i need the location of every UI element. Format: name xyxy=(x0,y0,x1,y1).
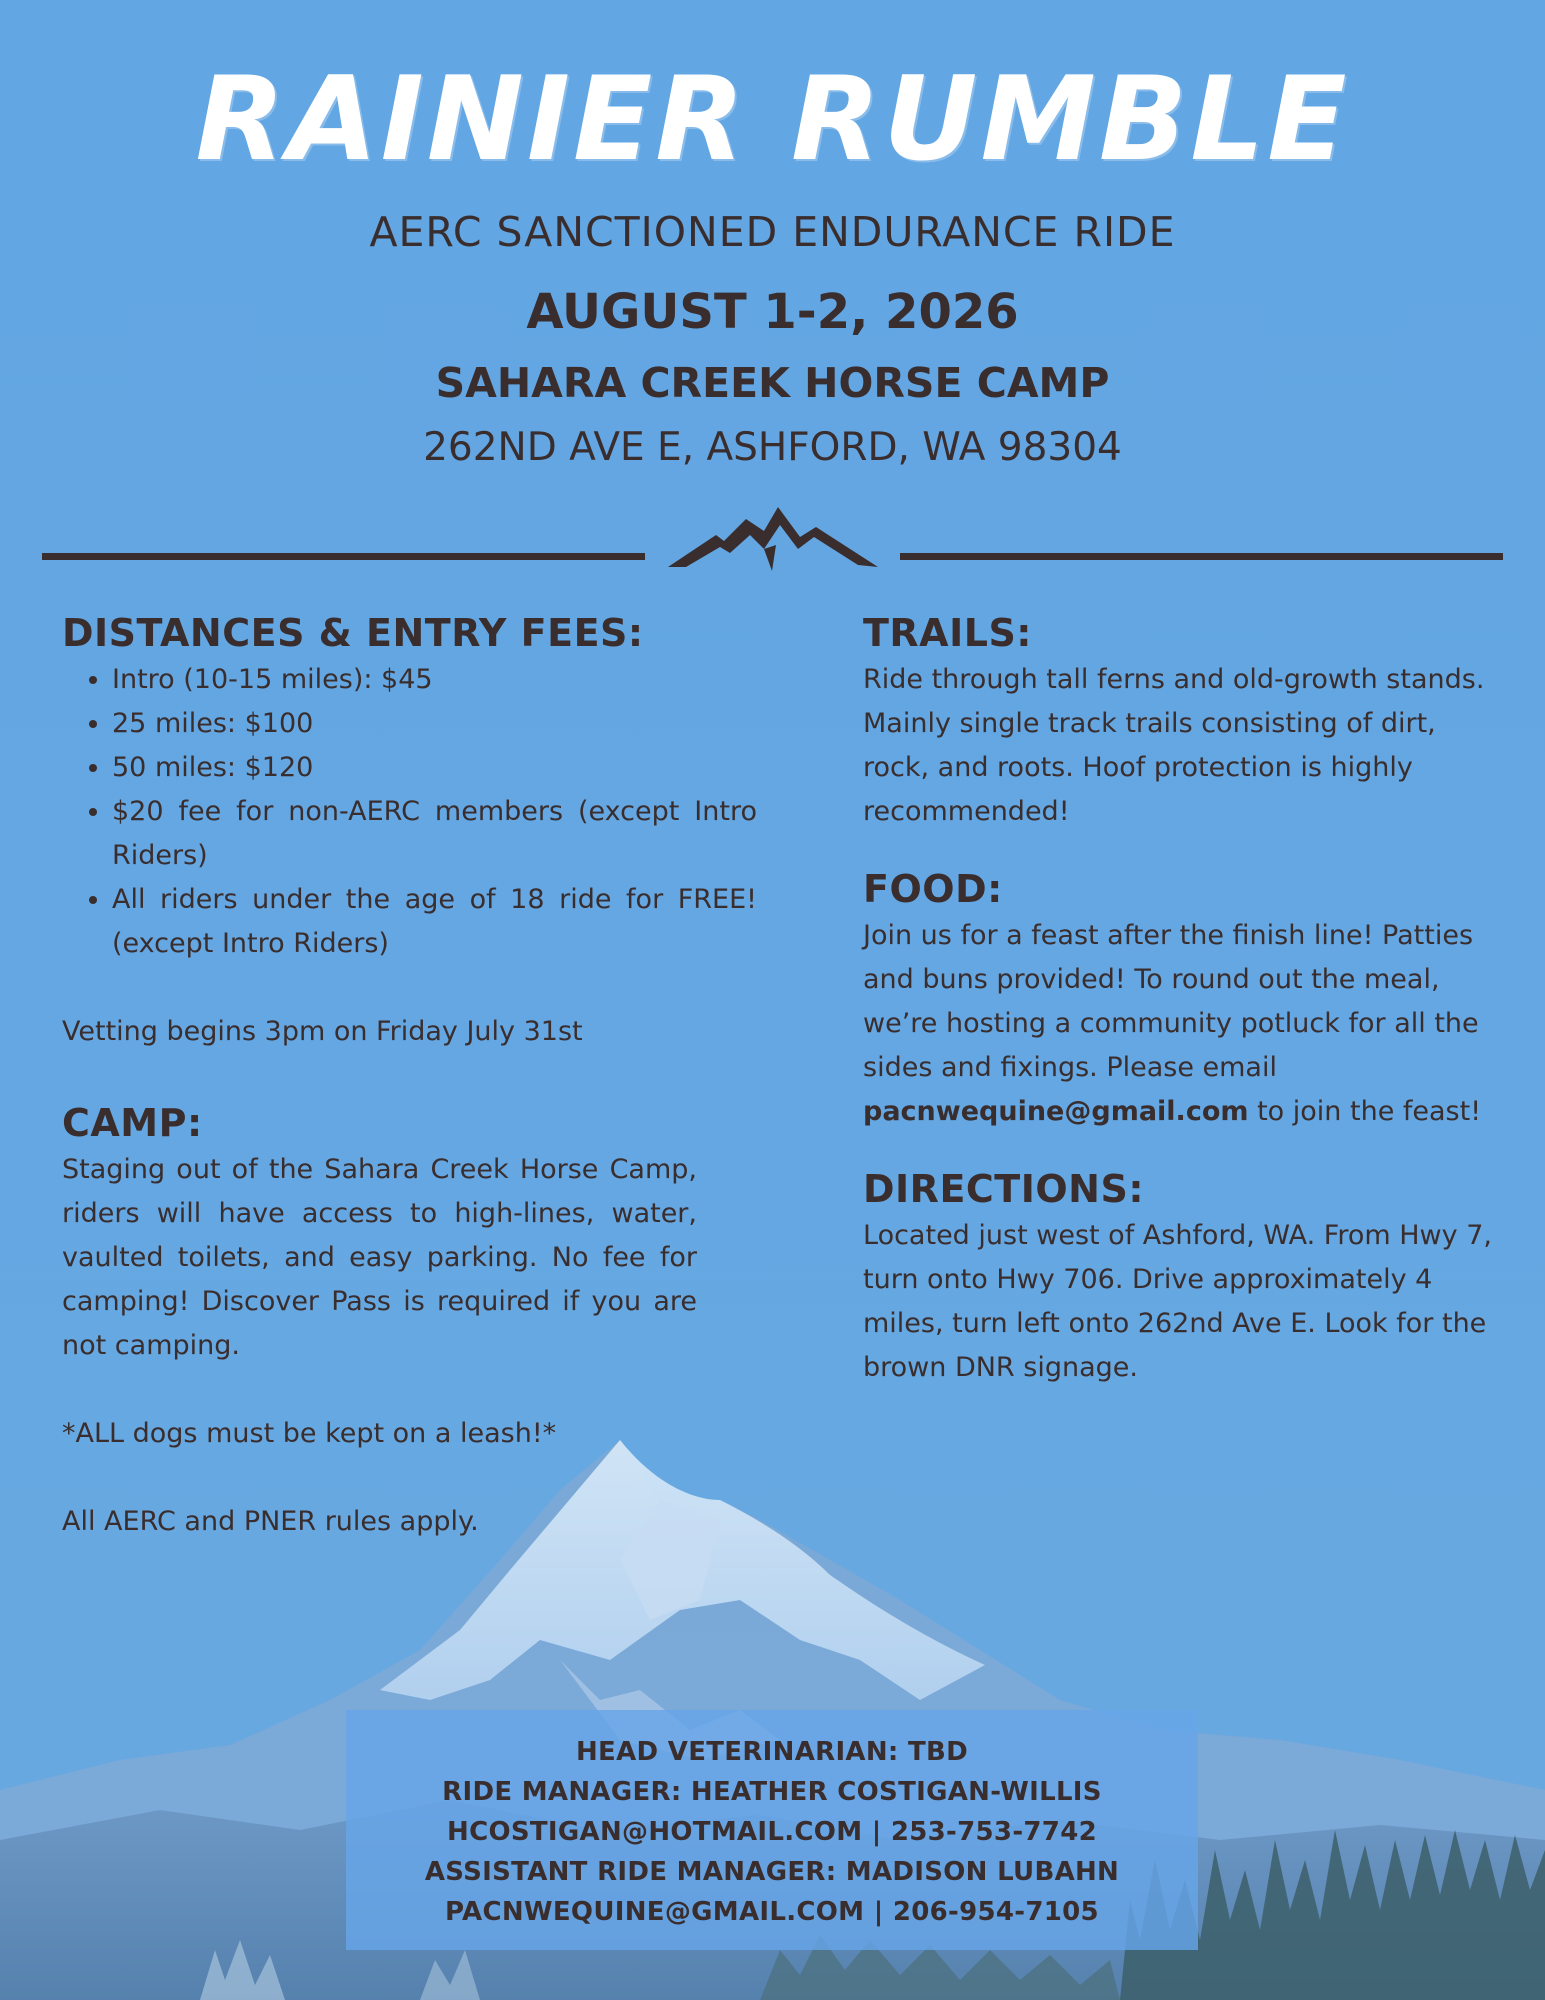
vetting-text: Vetting begins 3pm on Friday July 31st xyxy=(62,1016,583,1047)
trails-text: Ride through tall ferns and old-growth stands. Mainly single track trails consisting of dirt, rock, and roots. Hoof protection is highly recommended! xyxy=(863,664,1485,827)
food-heading: FOOD: xyxy=(863,867,1003,911)
rules-notice: All AERC and PNER rules apply. xyxy=(62,1506,479,1537)
right-column xyxy=(863,608,1493,1390)
distance-item: • 25 miles: $100 xyxy=(112,702,757,746)
contact-box xyxy=(346,1710,1198,1950)
food-text xyxy=(863,914,1493,1134)
event-title: RAINIER RUMBLE xyxy=(195,52,1350,187)
event-venue: SAHARA CREEK HORSE CAMP xyxy=(435,359,1110,407)
ride-manager-contact[interactable]: HCOSTIGAN@HOTMAIL.COM | 253-753-7742 xyxy=(447,1817,1097,1847)
event-date: AUGUST 1-2, 2026 xyxy=(526,284,1019,340)
mountain-divider-icon xyxy=(668,505,878,575)
divider-line-left xyxy=(42,553,645,560)
trails-heading: TRAILS: xyxy=(863,611,1033,655)
ride-manager: RIDE MANAGER: HEATHER COSTIGAN-WILLIS xyxy=(442,1777,1102,1807)
food-text-before: Join us for a feast after the finish line! Patties and buns provided! To round out the meal, we’re hosting a community potluck for all the sides and fixings. Please email xyxy=(863,920,1479,1083)
dogs-notice: *ALL dogs must be kept on a leash!* xyxy=(62,1418,557,1449)
distance-item: • $20 fee for non-AERC members (except Intro Riders) xyxy=(112,790,757,878)
camp-text: Staging out of the Sahara Creek Horse Camp, riders will have access to high-lines, water, vaulted toilets, and easy parking. No fee for camping! Discover Pass is required if you are not camping. xyxy=(62,1154,697,1361)
assistant-ride-manager-contact[interactable]: PACNWEQUINE@GMAIL.COM | 206-954-7105 xyxy=(445,1897,1099,1927)
food-text-after: to join the feast! xyxy=(1248,1096,1482,1127)
head-veterinarian: HEAD VETERINARIAN: TBD xyxy=(576,1737,968,1767)
distances-list xyxy=(62,658,757,966)
distances-heading: DISTANCES & ENTRY FEES: xyxy=(62,611,644,655)
divider-line-right xyxy=(900,553,1503,560)
event-subtitle: AERC SANCTIONED ENDURANCE RIDE xyxy=(369,208,1176,256)
directions-text: Located just west of Ashford, WA. From Hwy 7, turn onto Hwy 706. Drive approximately 4 miles, turn left onto 262nd Ave E. Look for the brown DNR signage. xyxy=(863,1220,1492,1383)
food-email-link[interactable]: pacnwequine@gmail.com xyxy=(863,1096,1249,1127)
distance-item: • Intro (10-15 miles): $45 xyxy=(112,658,757,702)
distance-item: • 50 miles: $120 xyxy=(112,746,757,790)
left-column xyxy=(62,608,757,1544)
directions-heading: DIRECTIONS: xyxy=(863,1167,1145,1211)
camp-heading: CAMP: xyxy=(62,1101,203,1145)
event-address: 262ND AVE E, ASHFORD, WA 98304 xyxy=(423,425,1122,470)
assistant-ride-manager: ASSISTANT RIDE MANAGER: MADISON LUBAHN xyxy=(424,1857,1120,1887)
distance-item: • All riders under the age of 18 ride for FREE! (except Intro Riders) xyxy=(112,878,757,966)
